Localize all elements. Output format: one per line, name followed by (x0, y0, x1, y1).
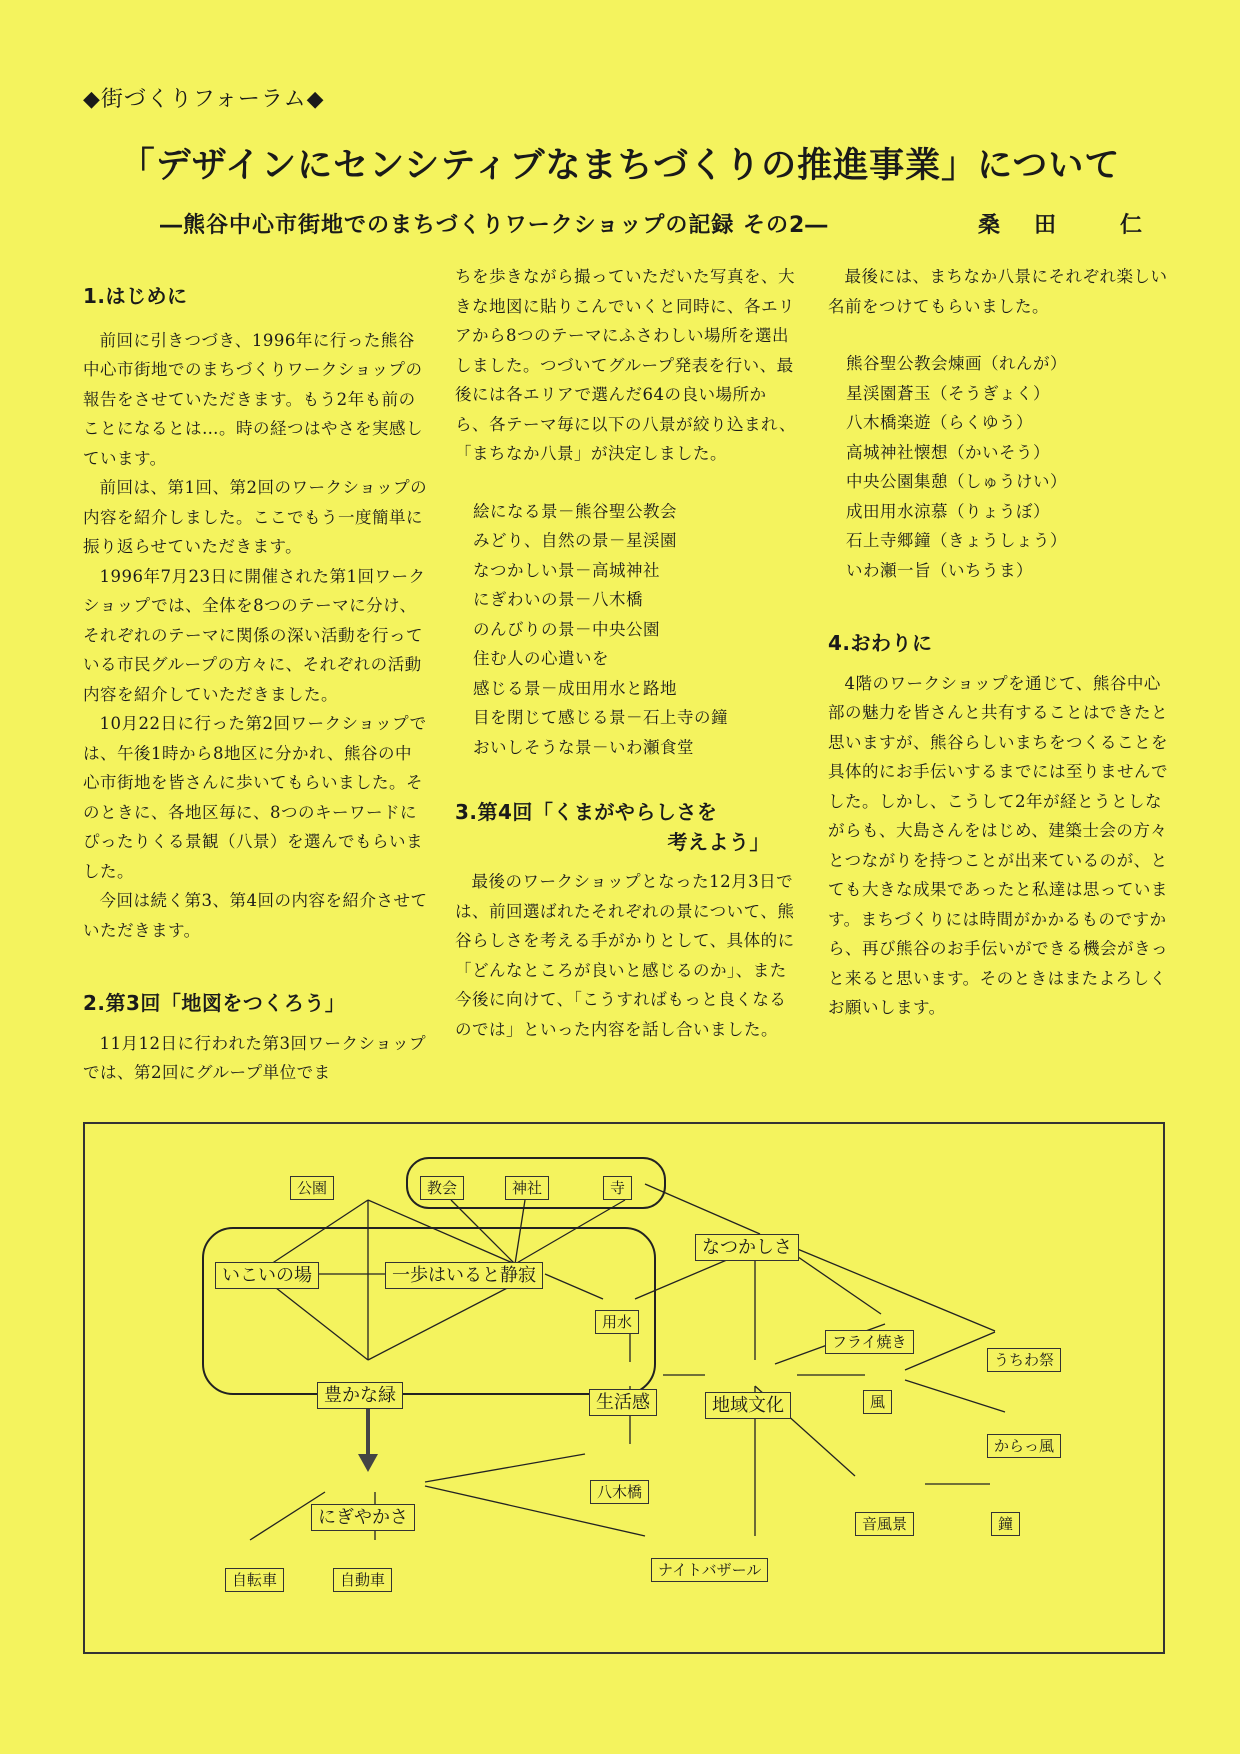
column-2 (455, 262, 800, 1044)
node-uchiwa: うちわ祭 (987, 1348, 1061, 1372)
name-item: 高城神社懐想（かいそう） (846, 442, 1050, 462)
sec3-para2: 最後には、まちなか八景にそれぞれ楽しい名前をつけてもらいました。 (828, 267, 1168, 316)
sec4-para: 4階のワークショップを通じて、熊谷中心部の魅力を皆さんと共有することはできたと思いますが、熊谷らしいまちをつくることを具体的にお手伝いするまでには至りませんでした。しかし、こうして2年が経とうとしながらも、大島さんをはじめ、建築士会の方々とつながりを持つことが出来ているのが、とても大きな成果であったと私達は思っています。まちづくりには時間がかかるものですから、再び熊谷のお手伝いができる機会がきっと来ると思います。そのときはまたよろしくお願いします。 (828, 673, 1168, 1017)
node-jidousha: 自動車 (333, 1568, 392, 1592)
scene-item: 絵になる景－熊谷聖公教会 (473, 501, 677, 521)
author-family-1: 桑 (978, 213, 1002, 238)
scene-list (455, 497, 800, 763)
sec2-para1: 11月12日に行われた第3回ワークショップでは、第2回にグループ単位でま (83, 1033, 427, 1082)
sec1-para: 前回に引きつづき、1996年に行った熊谷中心市街地でのまちづくりワークショップの報告をさせていただきます。もう2年も前のことになるとは…。時の経つはやさを実感しています。 (83, 330, 423, 468)
node-night: ナイトバザール (651, 1558, 768, 1582)
name-item: 成田用水涼慕（りょうぼ） (846, 501, 1050, 521)
node-natsukashisa: なつかしさ (695, 1234, 799, 1261)
name-item: 星渓園蒼玉（そうぎょく） (846, 383, 1050, 403)
node-yagibashi: 八木橋 (590, 1480, 649, 1504)
sec2-heading: 2.第3回「地図をつくろう」 (83, 991, 346, 1015)
sec1-para: 10月22日に行った第2回ワークショップでは、午後1時から8地区に分かれ、熊谷の中心市街地を皆さんに歩いてもらいました。そのときに、各地区毎に、8つのキーワードにぴったりくる景観（八景）を選んでもらいました。 (83, 714, 427, 881)
node-shrine: 神社 (505, 1176, 549, 1200)
author (978, 208, 1143, 239)
name-item: 八木橋楽遊（らくゆう） (846, 413, 1033, 432)
scene-item: にぎわいの景－八木橋 (473, 590, 643, 609)
scene-item: 感じる景－成田用水と路地 (473, 678, 677, 698)
node-park: 公園 (290, 1176, 334, 1200)
node-yutaka: 豊かな緑 (317, 1382, 403, 1409)
name-item: 石上寺郷鐘（きょうしょう） (846, 531, 1067, 550)
sec3-heading-1: 3.第4回「くまがやらしさを (455, 800, 718, 824)
column-1 (83, 264, 428, 1088)
scene-item: のんびりの景－中央公園 (473, 619, 660, 639)
name-list (828, 349, 1173, 585)
name-item: 中央公園集憩（しゅうけい） (846, 472, 1067, 491)
node-ippo: 一歩はいると静寂 (385, 1262, 543, 1289)
author-family-2: 田 (1033, 213, 1057, 238)
node-onfukei: 音風景 (855, 1512, 914, 1536)
article-title: 「デザインにセンシティブなまちづくりの推進事業」について (119, 146, 1121, 186)
name-item: 熊谷聖公教会煉画（れんが） (846, 354, 1067, 373)
sec1-para: 前回は、第1回、第2回のワークショップの内容を紹介しました。ここでもう一度簡単に振り返らせていただきます。 (83, 478, 428, 556)
scene-item: なつかしい景－高城神社 (473, 560, 660, 580)
scene-item: みどり、自然の景－星渓園 (473, 531, 677, 550)
node-church: 教会 (420, 1176, 464, 1200)
sec4-heading: 4.おわりに (828, 631, 933, 655)
sec2-para2: ちを歩きながら撮っていただいた写真を、大きな地図に貼りこんでいくと同時に、各エリアから8つのテーマにふさわしい場所を選出しました。つづいてグループ発表を行い、最後には各エリアで選んだ64の良い場所から、各テーマ毎に以下の八景が絞り込まれ、「まちなか八景」が決定しました。 (455, 267, 796, 463)
scene-item: 住む人の心遣いを (473, 649, 609, 668)
node-nigiyakasa: にぎやかさ (311, 1504, 415, 1531)
node-kaze: 風 (863, 1390, 892, 1414)
concept-diagram (83, 1122, 1165, 1654)
name-item: いわ瀬一旨（いちうま） (846, 560, 1033, 580)
scene-item: おいしそうな景－いわ瀬食堂 (473, 737, 694, 757)
sec1-heading: 1.はじめに (83, 284, 188, 308)
node-kane: 鐘 (991, 1512, 1020, 1536)
node-yousui: 用水 (595, 1310, 639, 1334)
sec3-heading-2: 考えよう」 (667, 829, 770, 854)
node-jitensha: 自転車 (225, 1568, 284, 1592)
scene-item: 目を閉じて感じる景－石上寺の鐘 (473, 708, 728, 727)
section-label: ◆街づくりフォーラム◆ (83, 87, 325, 112)
node-temple: 寺 (603, 1176, 632, 1200)
node-seikatsu: 生活感 (589, 1389, 657, 1416)
sec1-para: 1996年7月23日に開催された第1回ワークショップでは、全体を8つのテーマに分け、それぞれのテーマに関係の深い活動を行っている市民グループの方々に、それぞれの活動内容を紹介していただきました。 (83, 566, 426, 704)
column-3 (828, 262, 1173, 1023)
sec3-para: 最後のワークショップとなった12月3日では、前回選ばれたそれぞれの景について、熊谷らしさを考える手がかりとして、具体的に「どんなところが良いと感じるのか」、また今後に向けて、「こうすればもっと良くなるのでは」といった内容を話し合いました。 (455, 872, 795, 1039)
author-given: 仁 (1119, 213, 1143, 238)
sec1-para: 今回は続く第3、第4回の内容を紹介させていただきます。 (83, 891, 428, 940)
node-karakkaze: からっ風 (987, 1434, 1061, 1458)
node-ikoi: いこいの場 (215, 1262, 319, 1289)
node-fry: フライ焼き (825, 1330, 914, 1354)
article-subtitle: ―熊谷中心市街地でのまちづくりワークショップの記録 その2― (160, 213, 829, 238)
node-chiiki: 地域文化 (705, 1392, 791, 1419)
